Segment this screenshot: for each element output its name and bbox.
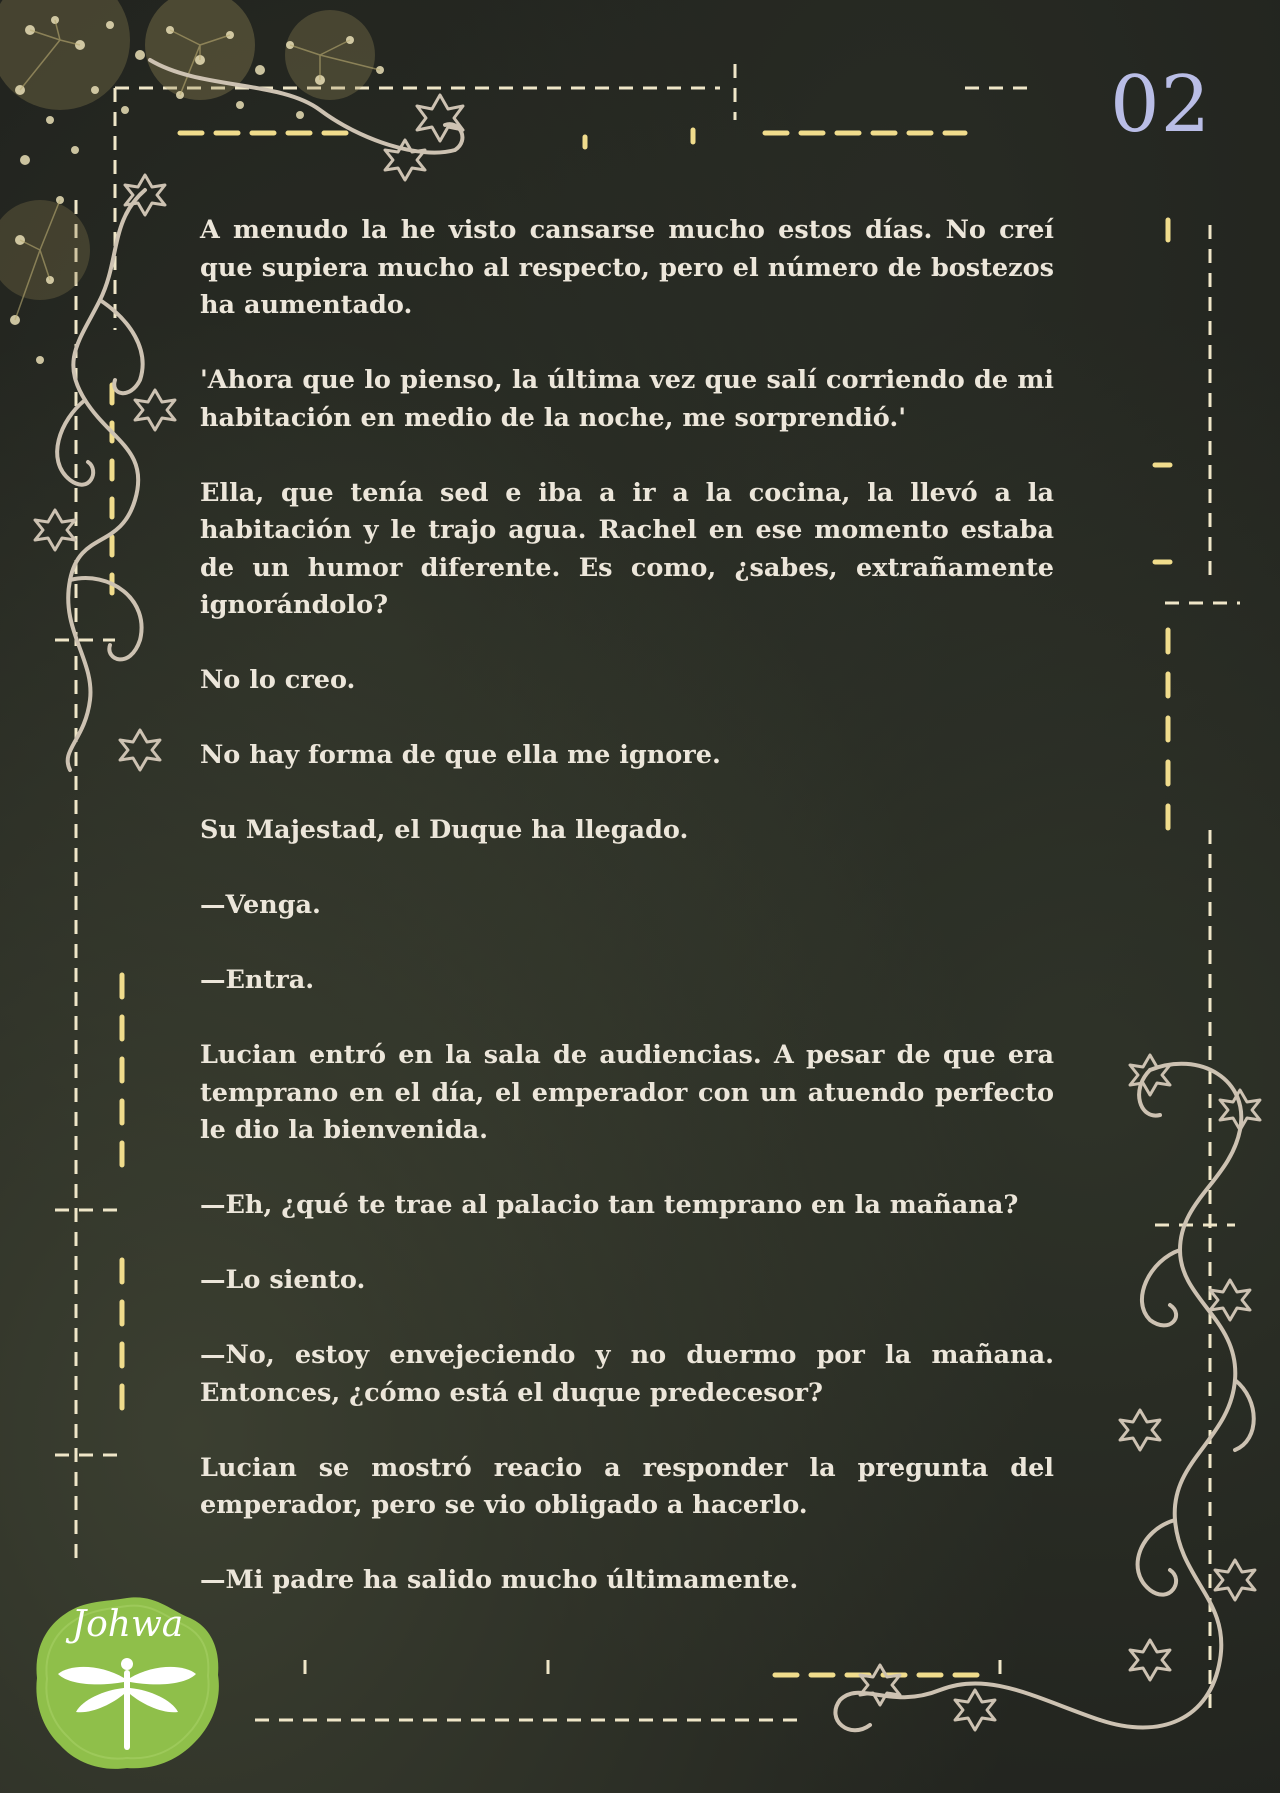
paragraph: —Mi padre ha salido mucho últimamente. — [200, 1565, 799, 1595]
paragraph: Su Majestad, el Duque ha llegado. — [200, 815, 689, 845]
logo-text: Johwa — [71, 1604, 184, 1645]
paragraph: A menudo la he visto cansarse mucho estos días. No creí que supiera mucho al respecto, pero el número de bostezos ha aumentado. — [200, 215, 1054, 320]
page-number: 02 — [1110, 60, 1212, 150]
paragraph: No hay forma de que ella me ignore. — [200, 740, 721, 770]
paragraph: —Lo siento. — [200, 1265, 366, 1295]
paragraph: —Entra. — [200, 965, 315, 995]
paragraph: Lucian entró en la sala de audiencias. A pesar de que era temprano en el día, el emperador con un atuendo perfecto le dio la bienvenida. — [200, 1040, 1054, 1145]
paragraph: Lucian se mostró reacio a responder la pregunta del emperador, pero se vio obligado a hacerlo. — [200, 1452, 1054, 1520]
johwa-logo — [30, 1590, 225, 1775]
paragraph: —No, estoy envejeciendo y no duermo por la mañana. Entonces, ¿cómo está el duque predecesor? — [200, 1340, 1054, 1408]
paragraph: —Eh, ¿qué te trae al palacio tan temprano en la mañana? — [200, 1190, 1019, 1220]
paragraph: —Venga. — [200, 890, 321, 920]
paragraph: No lo creo. — [200, 665, 356, 695]
story-text — [200, 212, 1054, 1637]
paragraph: Ella, que tenía sed e iba a ir a la cocina, la llevó a la habitación y le trajo agua. Rachel en ese momento estaba de un humor diferente. Es como, ¿sabes, extrañamente ignorándolo? — [200, 477, 1054, 620]
paragraph: 'Ahora que lo pienso, la última vez que salí corriendo de mi habitación en medio de la noche, me sorprendió.' — [200, 365, 1054, 433]
